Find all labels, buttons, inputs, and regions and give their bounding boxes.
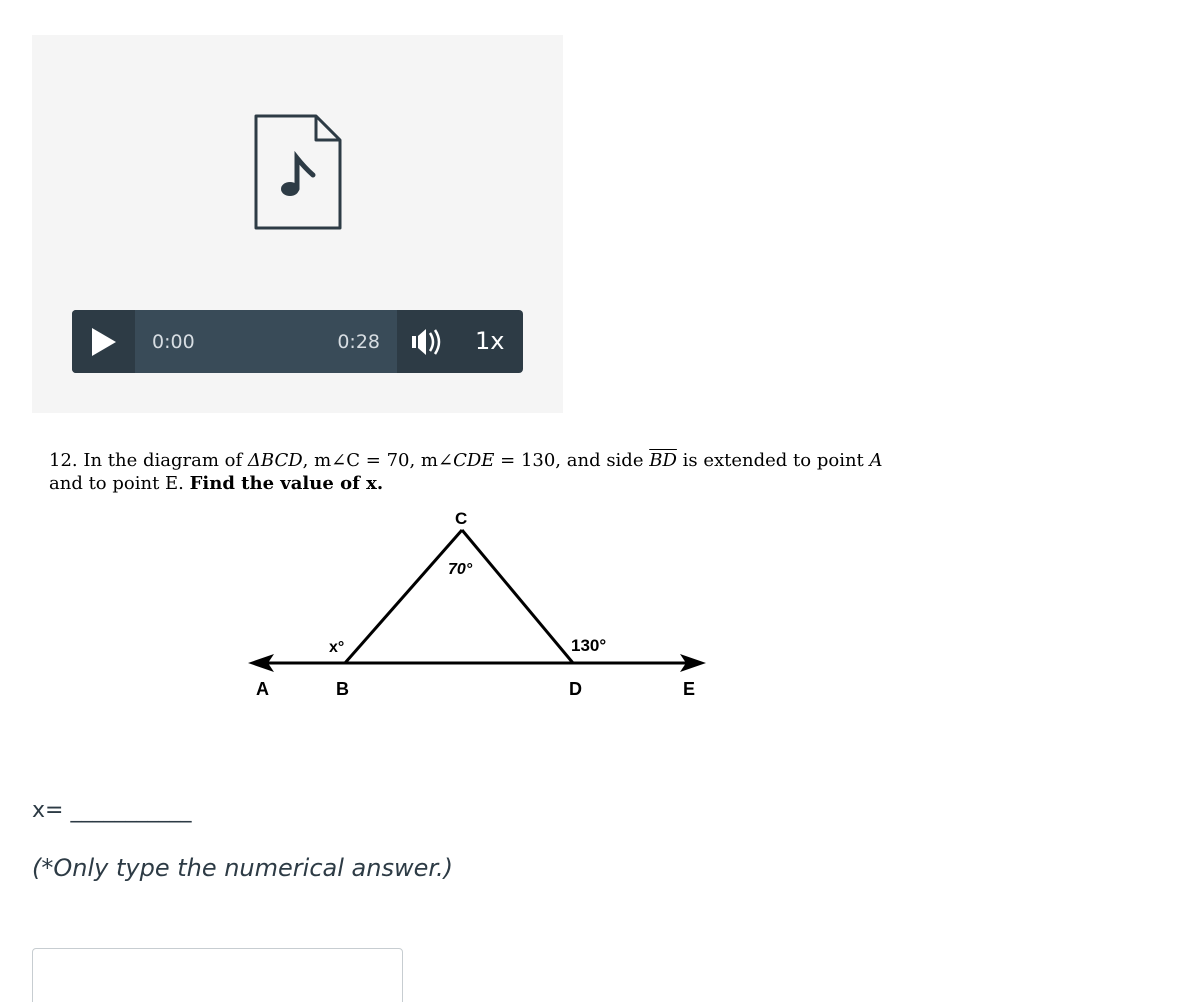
answer-input[interactable] [32, 948, 403, 1002]
angle-c-label: 70° [448, 561, 473, 578]
progress-track[interactable] [135, 310, 397, 373]
point-e-label: E [683, 679, 696, 699]
play-button[interactable] [72, 310, 135, 373]
question-text-part: In the diagram of [83, 450, 243, 471]
answer-label: x= ___________ [32, 798, 192, 823]
triangle-name: ΔBCD [247, 450, 303, 471]
answer-hint: (*Only type the numerical answer.) [32, 854, 453, 882]
angle-name: CDE [453, 450, 495, 471]
play-icon [90, 326, 118, 358]
angle-d-label: 130° [571, 636, 607, 655]
question-text-part: and to point E. [49, 473, 184, 494]
audio-player [72, 310, 523, 373]
question-text-part: = 130, and side [500, 450, 644, 471]
music-file-icon [253, 113, 343, 231]
point-a-label: A [256, 679, 269, 699]
point-b-label: B [336, 679, 349, 699]
triangle-diagram [240, 500, 720, 710]
media-panel [32, 35, 563, 413]
point-d-label: D [569, 679, 582, 699]
current-time: 0:00 [152, 331, 195, 353]
vertex-c-label: C [455, 509, 468, 528]
volume-icon [410, 324, 448, 360]
side-cd [462, 530, 573, 663]
playback-speed-button[interactable]: 1x [475, 327, 505, 355]
question-number: 12. [49, 450, 78, 471]
angle-x-label: x° [329, 639, 345, 656]
duration: 0:28 [337, 331, 380, 353]
point-name: A [869, 450, 883, 471]
side-name: $\overline{BD}$ [649, 450, 677, 471]
question-text [49, 449, 929, 495]
volume-button[interactable] [410, 324, 448, 360]
question-text-part: , m∠C = 70, m∠ [302, 450, 454, 471]
question-text-part: is extended to point [682, 450, 864, 471]
side-bc [345, 530, 462, 663]
question-instruction: Find the value of x. [189, 473, 384, 494]
